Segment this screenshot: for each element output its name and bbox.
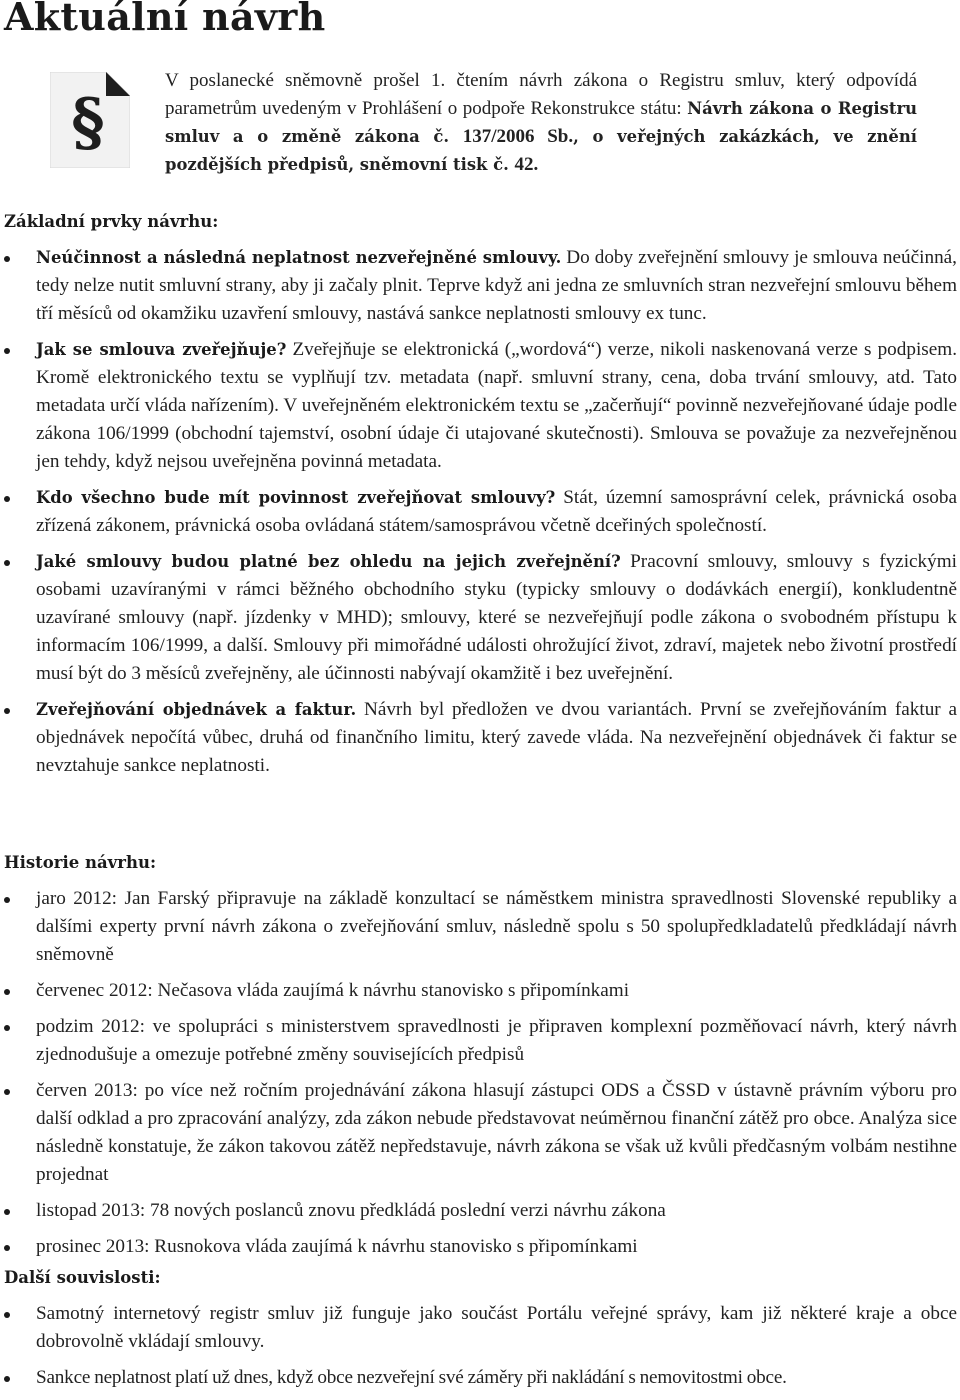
item-lead: Jak se smlouva zveřejňuje? [36,340,287,359]
item-text: Stát, územní samosprávní celek, právnická osoba zřízená zákonem, právnická osoba ovládaná státem/samosprávou včetně dceřiných společností. [36,487,957,536]
list-item [0,1364,957,1392]
list-item [0,977,957,1005]
bullet-icon [4,560,10,566]
bullet-icon [4,496,10,502]
item-text: červenec 2012: Nečasova vláda zaujímá k návrhu stanovisko s připomínkami [36,980,630,1001]
section-heading-historie: Historie návrhu: [4,853,157,872]
list-zakladni [0,244,960,788]
bullet-icon [4,1089,10,1095]
bill-title-part-d: 42. [514,154,539,175]
intro-paragraph [165,67,917,179]
item-lead: Neúčinnost a následná neplatnost nezveřejněné smlouvy. [36,248,562,267]
page-title: Aktuální návrh [4,0,326,39]
list-item [0,1300,957,1356]
list-dalsi [0,1300,960,1400]
item-text: Do doby zveřejnění smlouvy je smlouva neúčinná, tedy nelze nutit smluvní strany, aby ji začaly plnit. Teprve když ani jedna ze smluvních stran nezveřejní smlouvu během tří měsíců od okamžiku uzavření smlouvy, nastává sankce neplatnosti smlouvy ex tunc. [36,247,957,324]
list-item [0,336,957,476]
bullet-icon [4,1312,10,1318]
section-heading-zakladni: Základní prvky návrhu: [4,212,219,231]
item-text: Samotný internetový registr smluv již funguje jako součást Portálu veřejné správy, kam již některé kraje a obce dobrovolně vkládají smlouvy. [36,1303,957,1352]
section-heading-dalsi: Další souvislosti: [4,1268,161,1287]
item-text: prosinec 2013: Rusnokova vláda zaujímá k návrhu stanovisko s připomínkami [36,1236,638,1257]
bullet-icon [4,897,10,903]
bullet-icon [4,1376,10,1382]
list-item [0,885,957,969]
list-item [0,1233,957,1261]
bullet-icon [4,256,10,262]
bullet-icon [4,708,10,714]
item-text: jaro 2012: Jan Farský připravuje na základě konzultací se náměstkem ministra spravedlnosti Slovenské republiky a dalšími experty první návrh zákona o zveřejňování smluv, následně spolu s 50 spolupředkladatelů předkládají návrh sněmovně [36,888,957,965]
item-text: Zveřejňuje se elektronická („wordová“) verze, nikoli naskenovaná verze s podpisem. Kromě elektronického textu se vyplňují tzv. metadata (např. smluvní strany, cena, doba trvání smlouvy, atd. Tato metadata určí vláda nařízením). V uveřejněném elektronickém textu se „začerňují“ povinně nezveřejňované údaje podle zákona 106/1999 (obchodní tajemství, osobní údaje či utajované skutečnosti). Smlouva se považuje za nezveřejněnou jen tehdy, když nejsou uveřejněna povinná metadata. [36,339,957,472]
list-item [0,1077,957,1189]
item-lead: Kdo všechno bude mít povinnost zveřejňovat smlouvy? [36,488,556,507]
item-text: Sankce neplatnost platí už dnes, když obce nezveřejní své záměry při nakládání s nemovitostmi obce. [36,1367,787,1388]
bill-title-part-a: Návrh zákona o Registru smluv a o změně zákona č. [165,99,917,146]
item-text: Návrh byl předložen ve dvou variantách. První se zveřejňováním faktur a objednávek nepočítá vůbec, druhá od finančního limitu, který zavede vláda. Na nezveřejnění objednávek či faktur se nevztahuje sankce neplatnosti. [36,699,957,776]
bill-title-part-b: 137/2006 Sb. [462,126,574,147]
intro-text: V poslanecké sněmovně prošel 1. čtením návrh zákona o Registru smluv, který odpovídá parametrům uvedeným v Prohlášení o podpoře Rekonstrukce státu: [165,70,917,119]
bullet-icon [4,989,10,995]
list-item [0,1197,957,1225]
item-lead: Zveřejňování objednávek a faktur. [36,700,357,719]
item-text: listopad 2013: 78 nových poslanců znovu předkládá poslední verzi návrhu zákona [36,1200,666,1221]
bill-title-part-c: , o veřejných zakázkách, ve znění pozdějších předpisů, sněmovní tisk č. [165,127,917,174]
list-item [0,696,957,780]
item-text: podzim 2012: ve spolupráci s ministerstvem spravedlnosti je připraven komplexní pozměňovací návrh, který návrh zjednodušuje a omezuje potřebné změny souvisejících předpisů [36,1016,957,1065]
item-text: červen 2013: po více než ročním projednávání zákona hlasují zástupci ODS a ČSSD v ústavně právním výboru pro další odklad a pro zpracování analýzy, zda zákon nebude představovat neúměrnou finanční zátěž pro obce. Analýza sice následně konstatuje, že zákon takovou zátěž nepředstavuje, návrh zákona se však už kvůli předčasným volbám nestihne projednat [36,1080,957,1185]
item-text: Pracovní smlouvy, smlouvy s fyzickými osobami uzavíranými v rámci běžného obchodního styku (typicky smlouvy o dodávkách energií), konkludentně uzavírané smlouvy (např. jízdenky v MHD); smlouvy, které se nezveřejňují podle zákona o svobodném přístupu k informacím 106/1999, a další. Smlouvy při mimořádné události ohrožující život, zdraví, majetek nebo životní prostředí musí být do 3 měsíců zveřejněny, ale účinnosti nabývají okamžitě i bez uveřejnění. [36,551,957,684]
list-item [0,244,957,328]
item-lead: Jaké smlouvy budou platné bez ohledu na jejich zveřejnění? [36,552,621,571]
list-historie [0,885,960,1269]
bullet-icon [4,1025,10,1031]
list-item [0,484,957,540]
list-item [0,1013,957,1069]
list-item [0,548,957,688]
svg-text:§: § [71,85,105,160]
bullet-icon [4,348,10,354]
bullet-icon [4,1245,10,1251]
paragraph-document-icon [50,72,130,168]
bullet-icon [4,1209,10,1215]
